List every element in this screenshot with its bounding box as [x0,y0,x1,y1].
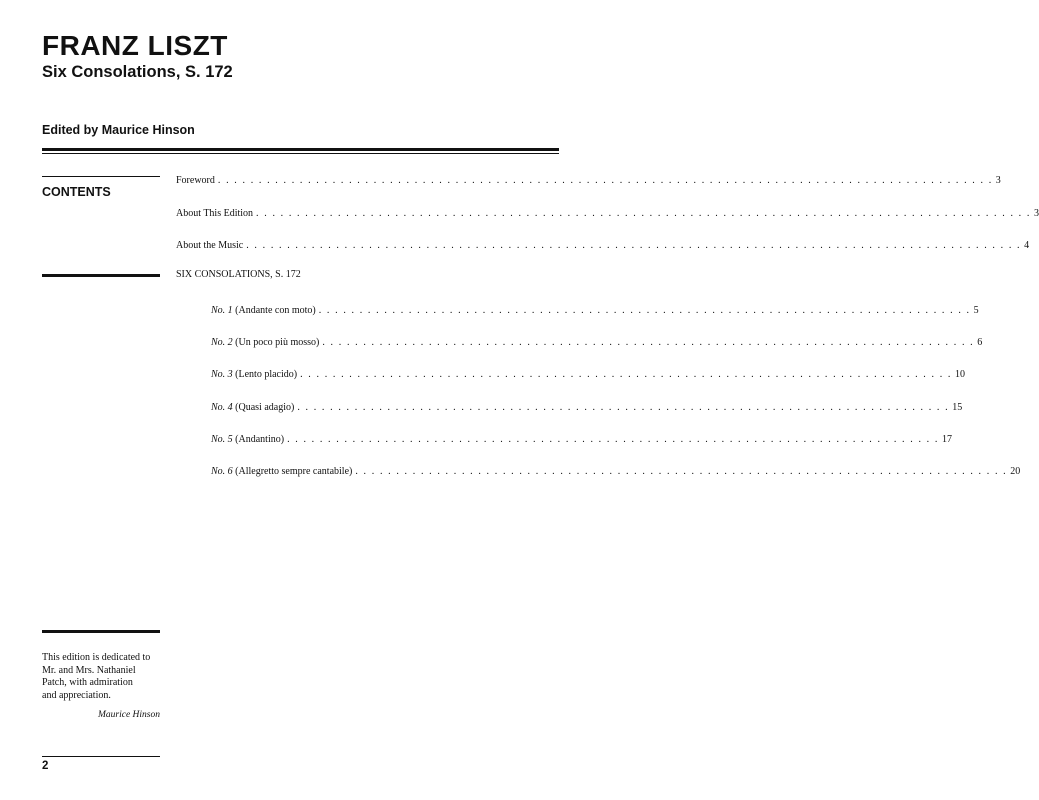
dedication-line: and appreciation. [42,689,111,701]
work-title: Six Consolations, S. 172 [42,63,233,81]
toc-piece-page: 15 [952,402,963,413]
contents-heading: CONTENTS [42,185,111,199]
section-heading: SIX CONSOLATIONS, S. 172 [176,269,301,280]
page-number: 2 [42,760,49,772]
toc-entry-label: About This Edition [176,208,254,219]
piece-number: No. 4 [211,402,233,413]
toc-piece-label [211,368,297,382]
toc-leader-dots: . . . . . . . . . . . . . . . . . . . . . . . . . . . . . . . . . . . . . . . . . . . . . . . . . . . . . . . . . . . . . . . . . . . . . . . . . . . . . . . . [297,402,950,413]
footer-rule [42,756,160,757]
toc-leader-dots: . . . . . . . . . . . . . . . . . . . . . . . . . . . . . . . . . . . . . . . . . . . . . . . . . . . . . . . . . . . . . . . . . . . . . . . . . . . . . . . . . . . . . . . . . . . . . . . [246,240,1022,251]
toc-entry-about-music [176,239,1030,253]
toc-entry-label: Foreword [176,175,215,186]
piece-title: (Andante con moto) [235,305,316,316]
toc-piece-label [211,336,319,350]
dedication-rule [42,630,160,633]
toc-entry-label: About the Music [176,240,244,251]
piece-title: (Quasi adagio) [235,402,295,413]
toc-entry-about-edition [176,207,1039,221]
toc-piece-page: 10 [955,369,965,380]
piece-number: No. 1 [211,305,233,316]
piece-number: No. 3 [211,369,233,380]
toc-entry-page: 4 [1024,240,1030,251]
header-rule-thin [42,153,559,154]
toc-leader-dots: . . . . . . . . . . . . . . . . . . . . . . . . . . . . . . . . . . . . . . . . . . . . . . . . . . . . . . . . . . . . . . . . . . . . . . . . . . . . . . . . . . . . . . . . . . . . . . . [217,175,993,186]
piece-number: No. 6 [211,466,233,477]
dedication-signature: Maurice Hinson [97,710,160,720]
section-rule [42,274,160,277]
toc-leader-dots: . . . . . . . . . . . . . . . . . . . . . . . . . . . . . . . . . . . . . . . . . . . . . . . . . . . . . . . . . . . . . . . . . . . . . . . . . . . . . . . . . . . . . . . . . . . . . . . [256,208,1031,219]
toc-entry-foreword [176,174,1001,188]
toc-piece-page: 6 [977,337,983,348]
toc-piece-4 [211,401,963,415]
dedication-line: Mr. and Mrs. Nathaniel [42,664,136,676]
toc-leader-dots: . . . . . . . . . . . . . . . . . . . . . . . . . . . . . . . . . . . . . . . . . . . . . . . . . . . . . . . . . . . . . . . . . . . . . . . . . . . . . . . . [300,369,952,380]
toc-leader-dots: . . . . . . . . . . . . . . . . . . . . . . . . . . . . . . . . . . . . . . . . . . . . . . . . . . . . . . . . . . . . . . . . . . . . . . . . . . . . . . . . [318,305,971,316]
toc-leader-dots: . . . . . . . . . . . . . . . . . . . . . . . . . . . . . . . . . . . . . . . . . . . . . . . . . . . . . . . . . . . . . . . . . . . . . . . . . . . . . . . . [322,337,975,348]
toc-piece-2 [211,336,983,350]
toc-leader-dots: . . . . . . . . . . . . . . . . . . . . . . . . . . . . . . . . . . . . . . . . . . . . . . . . . . . . . . . . . . . . . . . . . . . . . . . . . . . . . . . . [287,434,939,445]
toc-piece-1 [211,304,979,318]
composer-name: FRANZ LISZT [42,30,228,61]
toc-entry-page: 3 [995,175,1001,186]
piece-title: (Un poco più mosso) [235,337,320,348]
contents-rule [42,176,160,177]
piece-title: (Allegretto sempre cantabile) [235,466,353,477]
dedication-line: This edition is dedicated to [42,652,151,663]
header-rule-thick [42,148,559,151]
piece-title: (Andantino) [235,434,285,445]
toc-piece-6 [211,465,1021,479]
toc-piece-label [211,304,316,318]
editor-credit: Edited by Maurice Hinson [42,123,195,137]
toc-piece-page: 5 [973,305,979,316]
toc-piece-label [211,401,294,415]
piece-number: No. 2 [211,337,233,348]
toc-piece-label [211,433,284,447]
dedication-text [42,652,172,702]
toc-entry-page: 3 [1033,208,1039,219]
dedication-line: Patch, with admiration [42,677,133,688]
toc-piece-page: 17 [941,434,952,445]
toc-piece-5 [211,433,952,447]
piece-title: (Lento placido) [235,369,298,380]
toc-piece-page: 20 [1010,466,1021,477]
toc-piece-3 [211,368,965,382]
toc-piece-label [211,465,352,479]
toc-leader-dots: . . . . . . . . . . . . . . . . . . . . . . . . . . . . . . . . . . . . . . . . . . . . . . . . . . . . . . . . . . . . . . . . . . . . . . . . . . . . . . . . [355,466,1008,477]
piece-number: No. 5 [211,434,233,445]
